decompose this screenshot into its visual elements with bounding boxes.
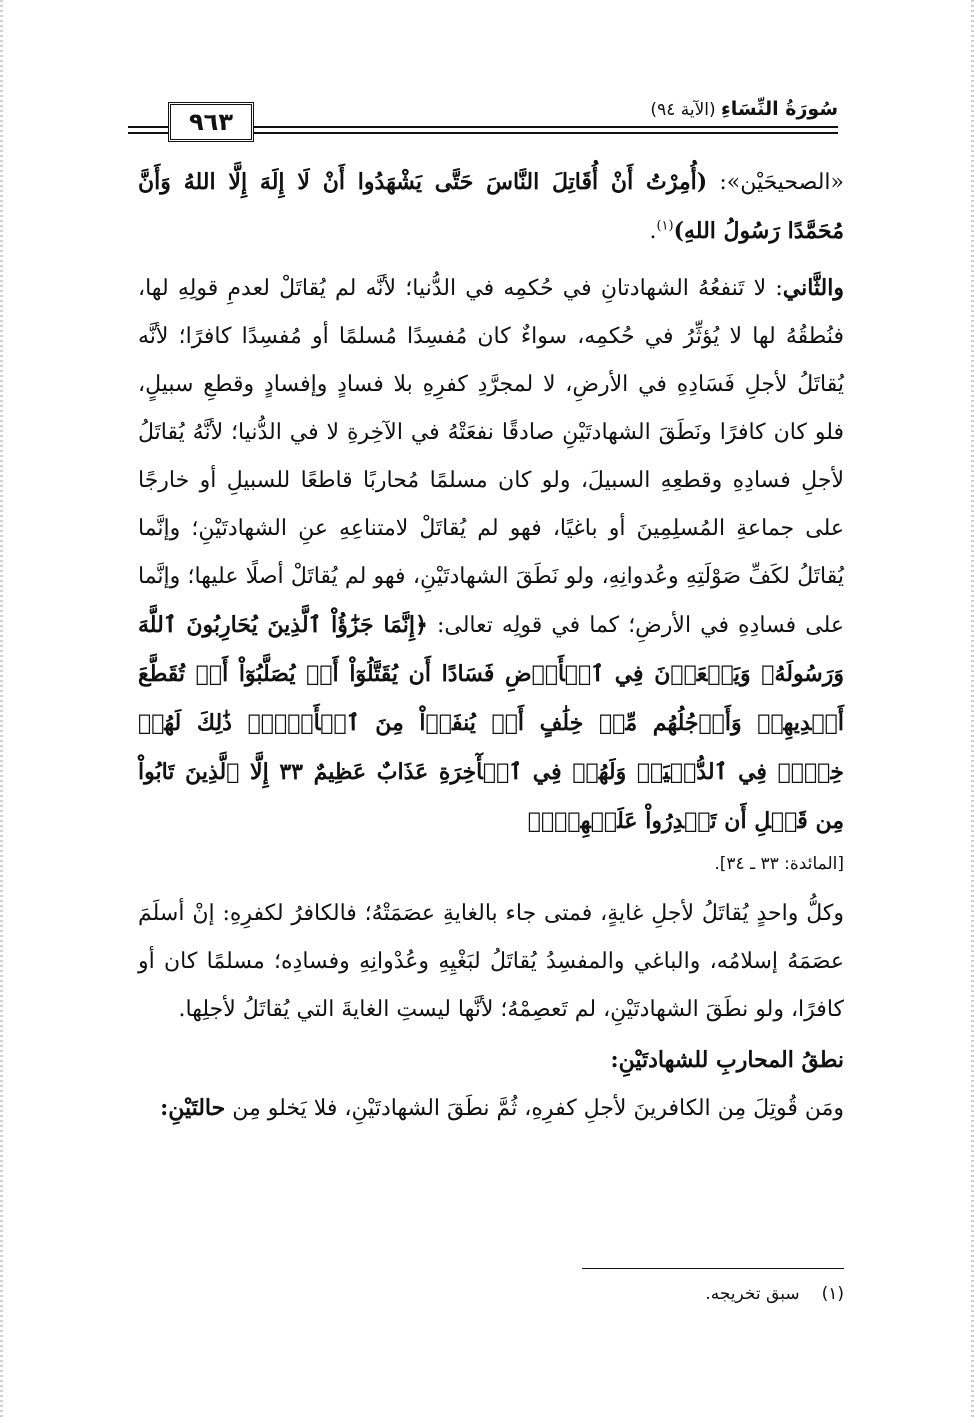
verse-ref: (الآية ٩٤) — [650, 100, 716, 120]
page-body — [138, 158, 844, 1133]
section-heading: نطقُ المحاربِ للشهادتَيْنِ: — [610, 1047, 844, 1073]
paragraph-text: : لا تَنفعُهُ الشهادتانِ في حُكمِه في الدُّنيا؛ لأنَّه لم يُقاتَلْ لعدمِ قولِهِ لها، فنُطقُهُ لها لا يُؤثِّرُ في حُكمِه، سواءٌ كان مُفسِدًا مُسلمًا أو مُفسِدًا كافرًا؛ لأنَّه يُقاتَلُ لأجلِ فَسَادِهِ في الأرضِ، لا لمجرَّدِ كفرِهِ بلا فسادٍ وإفسادٍ وقطعِ سبيلٍ، فلو كان كافرًا ونَطَقَ الشهادتَيْنِ صادقًا نفعَتْهُ في الآخِرةِ لا في الدُّنيا؛ لأنَّهُ يُقاتَلُ لأجلِ فسادِهِ وقطعِهِ السبيلَ، ولو كان مسلمًا مُحاربًا قاطعًا للسبيلِ أو خارجًا على جماعةِ المُسلِمِينَ أو باغيًا، فهو لم يُقاتَلْ لامتناعِهِ عنِ الشهادتَيْنِ؛ وإنَّما يُقاتَلُ لكَفِّ صَوْلَتِهِ وعُدوانِهِ، ولو نَطَقَ الشهادتَيْنِ، فهو لم يُقاتَلْ أصلًا عليها؛ وإنَّما على فسادِهِ في الأرضِ؛ كما في قولِه تعالى: — [138, 276, 844, 638]
header-rule — [128, 126, 168, 128]
paragraph — [138, 158, 844, 256]
footnote — [705, 1280, 844, 1308]
footnote-text: سبق تخريجه. — [705, 1284, 800, 1304]
paragraph — [138, 264, 844, 882]
header-rule — [254, 126, 838, 128]
surah-name: سُورَةُ النِّسَاءِ — [721, 98, 838, 120]
quote-source: «الصحيحَيْن»: — [707, 170, 844, 195]
page-header — [128, 96, 838, 148]
header-rule — [128, 132, 168, 134]
scan-edge-left — [0, 0, 3, 1417]
paragraph-text: ومَن قُوتِلَ مِن الكافرينَ لأجلِ كفرِهِ، ثُمَّ نطَقَ الشهادتَيْنِ، فلا يَخلو مِن — [225, 1096, 844, 1121]
verse-reference: [المائدة: ٣٣ ـ ٣٤]. — [714, 854, 844, 874]
paragraph: وكلُّ واحدٍ يُقاتَلُ لأجلِ غايةٍ، فمتى جاء بالغايةِ عصَمَتْهُ؛ فالكافرُ لكفرِهِ: إنْ أسلَمَ عصَمَهُ إسلامُه، والباغي والمفسِدُ يُقاتَلُ لبَغْيِهِ وعُدْوانِهِ وفسادِه؛ مسلمًا كان أو كافرًا، ولو نطَقَ الشهادتَيْنِ، لم تَعصِمْهُ؛ لأنَّها ليستِ الغايةَ التي يُقاتَلُ لأجلِها. — [138, 901, 844, 1022]
section-lead: والثَّاني — [782, 275, 844, 301]
footnote-separator — [582, 1268, 844, 1269]
page-number: ٩٦٣ — [189, 108, 233, 136]
quran-verse: ﴿إِنَّمَا جَزَٰٓؤُاْ ٱلَّذِينَ يُحَارِبُونَ ٱللَّهَ وَرَسُولَهُۥ وَيَسۡعَوۡنَ فِي ٱلۡأَرۡضِ فَسَادًا أَن يُقَتَّلُوٓاْ أَوۡ يُصَلَّبُوٓاْ أَوۡ تُقَطَّعَ أَيۡدِيهِمۡ وَأَرۡجُلُهُم مِّنۡ خِلَٰفٍ أَوۡ يُنفَوۡاْ مِنَ ٱلۡأَرۡضِۚ ذَٰلِكَ لَهُمۡ خِزۡيٞ فِي ٱلدُّنۡيَاۖ وَلَهُمۡ فِي ٱلۡأٓخِرَةِ عَذَابٌ عَظِيمٌ ٣٣ إِلَّا ٱلَّذِينَ تَابُواْ مِن قَبۡلِ أَن تَقۡدِرُواْ عَلَيۡهِمۡۖ﴾ — [138, 612, 844, 834]
surah-title — [650, 98, 838, 120]
page-number-box — [168, 102, 254, 142]
footnote-number: (١) — [821, 1284, 844, 1304]
paragraph — [138, 1084, 844, 1133]
footnote-marker: (١) — [656, 218, 674, 234]
punctuation: . — [649, 219, 657, 244]
header-rule — [254, 132, 838, 134]
hadith-text: (أُمِرْتُ أَنْ أُقَاتِلَ النَّاسَ حَتَّى يَشْهَدُوا أَنْ لَا إِلَهَ إِلَّا اللهُ وَأَنَّ مُحَمَّدًا رَسُولُ اللهِ) — [138, 169, 844, 244]
paragraph-bold-tail: حالتَيْنِ: — [160, 1095, 226, 1121]
